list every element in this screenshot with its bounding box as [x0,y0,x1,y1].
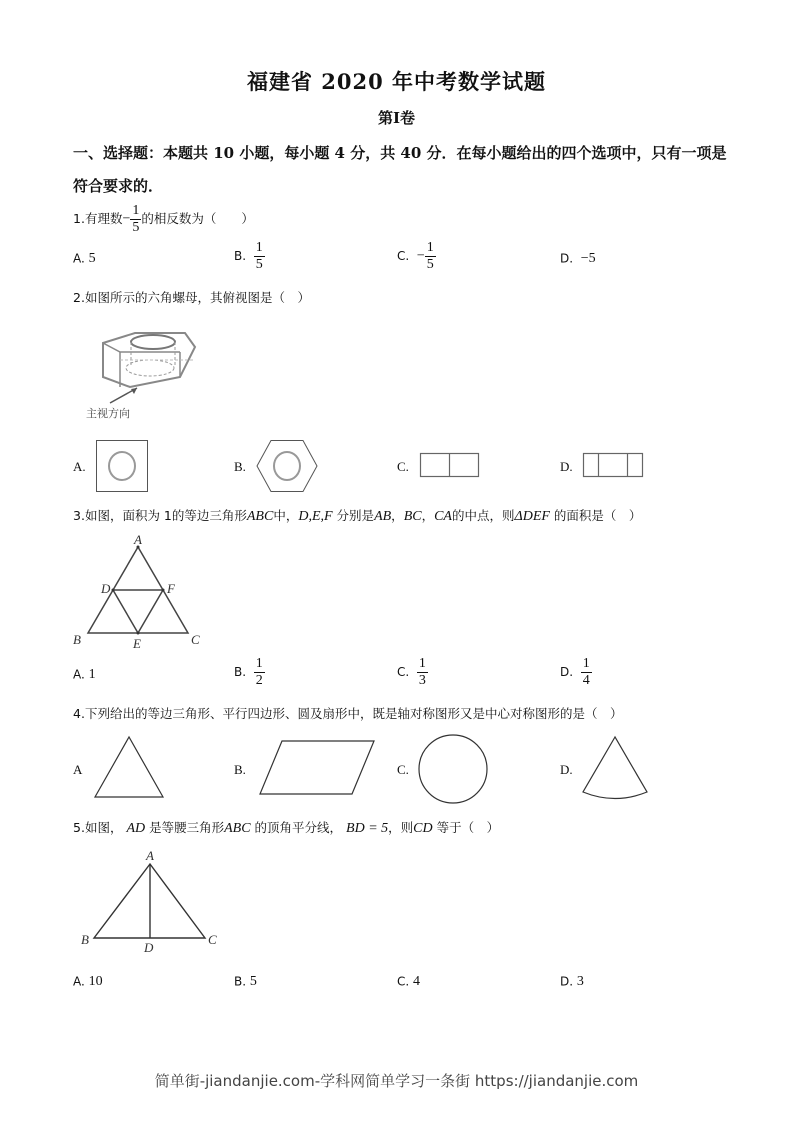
q2-option-c-label: C. [397,459,409,474]
option-label: B. [234,665,247,679]
q2-option-d-label: D. [560,459,573,474]
q5-option-c [397,974,420,990]
question-number: 2. [73,290,85,305]
math-triangle-def: ΔDEF [514,509,550,524]
footer-watermark: 简单街-jiandanjie.com-学科网简单学习一条街 https://jiandanjie.com [154,1072,639,1090]
square-with-circle-icon [96,440,148,492]
rectangle-three-cells-icon [583,453,645,478]
math-bc: BC [403,509,422,524]
circle-icon [418,734,490,806]
math-ad: AD [126,821,146,836]
numerator: 1 [418,656,426,671]
option-value: −5 [580,251,596,266]
question-2-stem [73,288,310,306]
q3-option-a [73,667,96,683]
math-def: D,E,F [298,509,333,524]
stem-text: 是等腰三角形 [149,820,225,835]
page-title: 福建省 2020 年中考数学试题 [246,69,547,94]
math-abc: ABC [224,821,251,836]
label-a: A [146,848,154,863]
option-label: A. [73,251,85,266]
math-cd: CD [413,821,433,836]
option-value: 4 [413,974,421,989]
equilateral-triangle-midpoints-figure [70,530,210,655]
isosceles-triangle-bisector-figure [78,848,228,956]
question-3-stem [73,506,641,525]
stem-text: 的顶角平分线， [254,820,343,835]
q4-option-a-label: A [73,762,83,777]
q4-option-c-label: C. [397,762,409,777]
stem-text: 的中点，则 [451,508,515,523]
stem-text: 的相反数为（ ） [141,211,254,226]
label-e: E [133,636,141,651]
denominator: 4 [582,673,590,688]
q3-option-b [234,656,265,689]
option-value: 1 [88,667,96,682]
denominator: 3 [418,673,426,688]
q2-option-b-label: B. [234,459,246,474]
label-b: B [73,632,81,647]
option-value: 5 [249,974,257,989]
q5-option-d [560,974,584,990]
stem-text: 下列给出的等边三角形、平行四边形、圆及扇形中，既是轴对称图形又是中心对称图形的是（ ） [84,706,623,721]
option-value: 10 [88,974,103,989]
question-number: 4. [73,706,85,721]
view-direction-caption: 主视方向 [86,407,130,420]
q1-option-c [397,240,436,273]
fraction [581,656,592,689]
option-value: 5 [88,251,96,266]
label-f: F [167,581,175,596]
option-label: A. [73,974,85,989]
stem-text: 等于（ ） [436,820,500,835]
numerator: 1 [582,656,590,671]
fraction [254,240,265,273]
math-bd-equals-5: BD = 5 [346,821,389,836]
label-d: D [144,940,154,955]
hexagon-with-circle-icon [256,440,318,492]
minus-sign: − [416,248,425,264]
numerator: 1 [132,203,140,218]
question-1-stem [73,203,254,236]
q5-option-a [73,974,103,990]
q4-option-b-label: B. [234,762,246,777]
question-number: 3. [73,508,85,523]
label-b: B [81,932,89,947]
stem-text: 如图，面积为 1的等边三角形 [84,508,247,523]
stem-text: 的面积是（ ） [553,508,642,523]
stem-text: 有理数 [84,211,123,226]
option-label: C. [397,974,410,989]
parallelogram-icon [258,740,376,796]
denominator: 2 [255,673,263,688]
option-label: C. [397,665,410,679]
denominator: 5 [255,257,263,272]
math-ca: CA [434,509,452,524]
option-label: B. [234,974,247,989]
section-instructions: 一、选择题：本题共 10 小题，每小题 4 分，共 40 分．在每小题给出的四个选项中，只有一项是符合要求的． [73,144,727,195]
equilateral-triangle-icon [94,735,166,799]
q5-option-b [234,974,257,990]
option-label: D. [560,251,574,266]
fraction [425,240,436,273]
stem-text: 如图所示的六角螺母，其俯视图是（ ） [84,290,310,305]
question-number: 1. [73,211,85,226]
minus-sign: − [122,211,131,227]
numerator: 1 [255,240,263,255]
option-label: C. [397,249,410,263]
label-c: C [191,632,200,647]
hex-nut-figure [95,325,205,405]
label-a: A [134,532,142,547]
q1-option-d [560,251,596,267]
rectangle-two-cells-icon [420,453,480,478]
denominator: 5 [426,257,434,272]
stem-text: 中， [273,508,299,523]
denominator: 5 [132,220,140,235]
math-abc: ABC [246,509,274,524]
q1-option-b [234,240,265,273]
fraction [130,203,141,236]
stem-text: ， [421,508,435,523]
fraction [254,656,265,689]
question-5-stem [73,818,499,837]
stem-text: ， [391,508,404,523]
fraction [417,656,428,689]
option-label: D. [560,665,574,679]
numerator: 1 [426,240,434,255]
math-ab: AB [374,509,392,524]
option-label: A. [73,667,85,682]
stem-text: 分别是 [336,508,375,523]
question-number: 5. [73,820,85,835]
q3-option-d [560,656,592,689]
sector-icon [581,735,649,799]
stem-text: ，则 [388,820,414,835]
numerator: 1 [255,656,263,671]
label-d: D [101,581,111,596]
option-label: B. [234,249,247,263]
q2-option-a-label: A. [73,459,86,474]
question-4-stem [73,704,622,722]
stem-text: 如图， [84,820,123,835]
q1-option-a [73,251,96,267]
option-value: 3 [576,974,584,989]
label-c: C [208,932,217,947]
q3-option-c [397,656,428,689]
option-label: D. [560,974,574,989]
page-subtitle: 第Ⅰ卷 [377,109,416,127]
q4-option-d-label: D. [560,762,573,777]
